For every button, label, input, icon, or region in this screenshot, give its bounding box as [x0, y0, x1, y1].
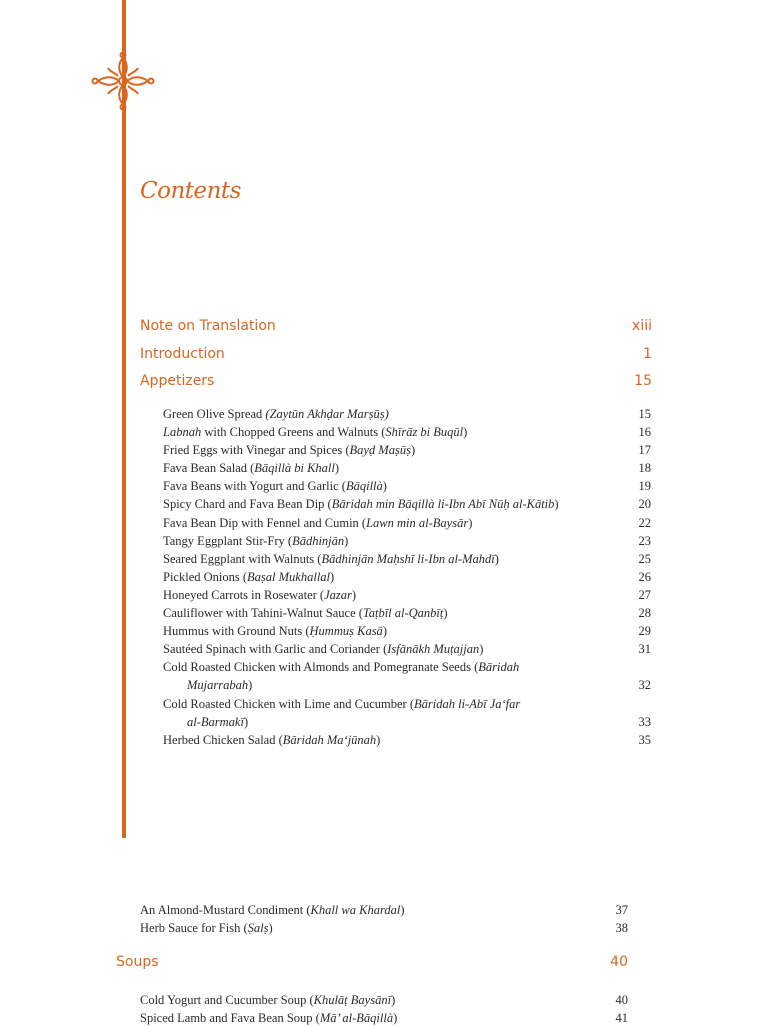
toc-entry[interactable]: Sautéed Spinach with Garlic and Coriander (Isfānākh Muṭajjan) 31: [163, 642, 651, 657]
toc-entry[interactable]: Fava Bean Dip with Fennel and Cumin (Lawn min al-Baysār) 22: [163, 515, 651, 530]
toc-heading-introduction[interactable]: Introduction 1: [140, 346, 652, 362]
toc-entry[interactable]: Cold Roasted Chicken with Almonds and Pomegranate Seeds (Bāridah Mujarrabah) 32: [163, 660, 651, 693]
toc-entry[interactable]: Spicy Chard and Fava Bean Dip (Bāridah min Bāqillà li-Ibn Abī Nūḥ al-Kātib) 20: [163, 497, 651, 512]
toc-heading-note[interactable]: Note on Translation xiii: [140, 318, 652, 334]
toc-entry[interactable]: Cauliflower with Tahini-Walnut Sauce (Taṭbīl al-Qanbīṭ) 28: [163, 606, 651, 621]
toc-entry[interactable]: Cold Roasted Chicken with Lime and Cucumber (Bāridah li-Abī Ja‘far al-Barmakī) 33: [163, 696, 651, 729]
page-title: Contents: [140, 178, 241, 204]
margin-rule: [122, 0, 126, 838]
toc-entry[interactable]: Hummus with Ground Nuts (Ḥummuṣ Kasā) 29: [163, 624, 651, 639]
toc-entry[interactable]: Labnah with Chopped Greens and Walnuts (Shīrāz bi Buqūl) 16: [163, 425, 651, 440]
toc-entry[interactable]: An Almond-Mustard Condiment (Khall wa Khardal) 37: [140, 903, 628, 917]
toc-entry[interactable]: Cold Yogurt and Cucumber Soup (Khulāṭ Baysānī) 40: [140, 993, 628, 1007]
floral-ornament-icon: [90, 50, 156, 112]
toc-entry[interactable]: Fried Eggs with Vinegar and Spices (Bayḍ Maṣūṣ) 17: [163, 443, 651, 458]
toc-heading-soups[interactable]: Soups 40: [116, 954, 628, 970]
toc-entry[interactable]: Fava Beans with Yogurt and Garlic (Bāqillà) 19: [163, 479, 651, 494]
toc-entry[interactable]: Pickled Onions (Baṣal Mukhallal) 26: [163, 569, 651, 584]
toc-entry[interactable]: Fava Bean Salad (Bāqillà bi Khall) 18: [163, 461, 651, 476]
toc-entry[interactable]: Herbed Chicken Salad (Bāridah Ma‘jūnah) 35: [163, 732, 651, 747]
appetizers-cont-list: [140, 901, 628, 937]
soups-list: [140, 991, 628, 1027]
toc-entry[interactable]: Spiced Lamb and Fava Bean Soup (Mā’ al-Bāqillà) 41: [140, 1011, 628, 1026]
toc-entry[interactable]: Tangy Eggplant Stir-Fry (Bādhinjān) 23: [163, 533, 651, 548]
toc-heading-appetizers[interactable]: Appetizers 15: [140, 373, 652, 389]
toc-entry[interactable]: Green Olive Spread (Zaytūn Akhḍar Marṣūṣ) 15: [163, 407, 651, 421]
appetizers-list: [163, 405, 651, 749]
toc-entry[interactable]: Honeyed Carrots in Rosewater (Jazar) 27: [163, 587, 651, 602]
toc-entry[interactable]: Herb Sauce for Fish (Ṣalṣ) 38: [140, 921, 628, 936]
toc-entry[interactable]: Seared Eggplant with Walnuts (Bādhinjān Maḥshī li-Ibn al-Mahdī) 25: [163, 551, 651, 566]
